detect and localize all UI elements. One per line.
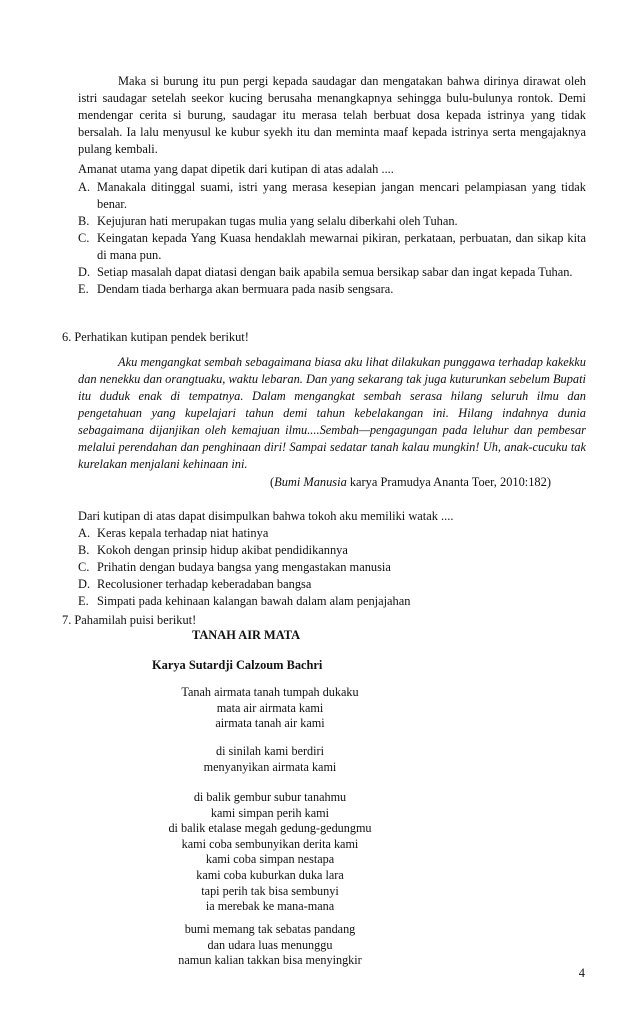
poem-line: ia merebak ke mana-mana xyxy=(205,899,335,914)
q7-prompt: Pahamilah puisi berikut! xyxy=(74,613,197,627)
poem-line: airmata tanah air kami xyxy=(215,716,325,731)
option-text: Simpati pada kehinaan kalangan bawah dalam alam penjajahan xyxy=(97,594,411,608)
option-text: Dendam tiada berharga akan bermuara pada nasib sengsara. xyxy=(97,282,394,296)
poem-line: Tanah airmata tanah tumpah dukaku xyxy=(181,685,359,699)
poem-stanza-1 xyxy=(100,685,440,732)
source-open: ( xyxy=(270,475,275,489)
poem-line: tapi perih tak bisa sembunyi xyxy=(201,883,339,898)
poem-line: kami simpan perih kami xyxy=(210,805,330,820)
q6-option-a[interactable] xyxy=(78,525,586,542)
q5-option-c[interactable] xyxy=(78,230,586,264)
option-letter: D. xyxy=(78,265,91,279)
option-text: Keras kepala terhadap niat hatinya xyxy=(97,526,269,540)
source-title: Bumi Manusia xyxy=(274,475,347,489)
poem-line: kami coba sembunyikan derita kami xyxy=(181,836,359,851)
option-text: Kokoh dengan prinsip hidup akibat pendidikannya xyxy=(97,543,348,557)
poem-line: di balik gembur subur tanahmu xyxy=(193,790,347,804)
q6-source xyxy=(270,474,586,491)
option-letter: B. xyxy=(78,214,90,228)
option-text: Setiap masalah dapat diatasi dengan baik apabila semua bersikap sabar dan ingat kepada Tuhan. xyxy=(97,265,573,279)
poem-line: di balik etalase megah gedung-gedungmu xyxy=(168,821,372,836)
poem-line: mata air airmata kami xyxy=(216,700,324,715)
q5-option-b[interactable] xyxy=(78,213,586,230)
option-letter: E. xyxy=(78,282,89,296)
q6-number: 6. xyxy=(62,330,72,344)
poem-line: di sinilah kami berdiri xyxy=(216,744,324,758)
q5-passage xyxy=(78,73,586,158)
poem-line: dan udara luas menunggu xyxy=(207,937,333,952)
poem-line: namun kalian takkan bisa menyingkir xyxy=(178,953,362,968)
q6-option-c[interactable] xyxy=(78,559,586,576)
q5-option-e[interactable] xyxy=(78,281,586,298)
option-letter: A. xyxy=(78,180,91,194)
q5-option-d[interactable] xyxy=(78,264,586,281)
option-letter: B. xyxy=(78,543,90,557)
q6-passage-text: Aku mengangkat sembah sebagaimana biasa aku lihat dilakukan punggawa terhadap kakekku dan nenekku dan orangtuaku, waktu lebaran. Dan yang sekarang tak juga kuturunkan sebelum Bupati itu duduk enak di tempatnya. Dalam mengangkat sembah serasa hilang seluruh ilmu dan pengetahuan yang kupelajari tahun demi tahun kebelakangan ini. Hilang indahnya dunia sebagaimana dijanjikan oleh kemajuan ilmu....Sembah—pengagungan pada leluhur dan pembesar melalui perendahan dan penghinaan diri! Sampai sedatar tanah kalau mungkin! Uh, anak-cucuku tak kurelakan menjalani kehinaan ini. xyxy=(78,355,586,471)
poem-stanza-2 xyxy=(100,744,440,775)
q5-option-a[interactable] xyxy=(78,179,586,213)
q6-source-line xyxy=(270,474,586,491)
q7-number: 7. xyxy=(62,613,72,627)
poem-title: TANAH AIR MATA xyxy=(192,628,301,642)
source-rest: karya Pramudya Ananta Toer, 2010:182) xyxy=(346,475,551,489)
q6-option-d[interactable] xyxy=(78,576,586,593)
option-text: Prihatin dengan budaya bangsa yang mengastakan manusia xyxy=(97,560,391,574)
q6-option-e[interactable] xyxy=(78,593,586,610)
poem-line: menyanyikan airmata kami xyxy=(203,759,337,774)
q6-passage xyxy=(78,354,586,473)
option-text: Keingatan kepada Yang Kuasa hendaklah mewarnai pikiran, perkataan, perbuatan, dan sikap kita di mana pun. xyxy=(97,231,586,262)
option-text: Kejujuran hati merupakan tugas mulia yang selalu diberkahi oleh Tuhan. xyxy=(97,214,458,228)
option-text: Recolusioner terhadap keberadaban bangsa xyxy=(97,577,312,591)
option-letter: D. xyxy=(78,577,91,591)
option-letter: A. xyxy=(78,526,91,540)
poem-stanza-4 xyxy=(100,922,440,969)
q6-question xyxy=(78,508,586,525)
q6-option-b[interactable] xyxy=(78,542,586,559)
option-letter: C. xyxy=(78,560,90,574)
q6-header xyxy=(62,329,586,346)
q6-options xyxy=(78,525,586,610)
q5-question xyxy=(78,161,586,178)
q6-question-text: Dari kutipan di atas dapat disimpulkan bahwa tokoh aku memiliki watak .... xyxy=(78,509,454,523)
q6-prompt: Perhatikan kutipan pendek berikut! xyxy=(74,330,249,344)
option-text: Manakala ditinggal suami, istri yang merasa kesepian jangan mencari pelampiasan yang tidak benar. xyxy=(97,180,586,211)
poem-author: Karya Sutardji Calzoum Bachri xyxy=(152,658,323,672)
poem-line: bumi memang tak sebatas pandang xyxy=(184,922,356,936)
option-letter: E. xyxy=(78,594,89,608)
q5-passage-text: Maka si burung itu pun pergi kepada saudagar dan mengatakan bahwa dirinya dirawat oleh istri saudagar setelah seekor kucing berusaha menangkapnya sehingga bulu-bulunya rontok. Demi mendengar cerita si burung, saudagar itu merasa telah berbuat dosa kepada istrinya yang tidak bersalah. Ia lalu menyusul ke kubur syekh itu dan meminta maaf kepada istrinya serta mengajaknya pulang kembali. xyxy=(78,74,586,156)
poem-line: kami coba kuburkan duka lara xyxy=(196,867,344,882)
poem-line: kami coba simpan nestapa xyxy=(205,852,335,867)
q6-prompt-line xyxy=(62,329,586,346)
poem-stanza-3 xyxy=(100,790,440,915)
q5-question-text: Amanat utama yang dapat dipetik dari kutipan di atas adalah .... xyxy=(78,162,394,176)
q5-options xyxy=(78,179,586,298)
option-letter: C. xyxy=(78,231,90,245)
page-number: 4 xyxy=(578,966,585,980)
